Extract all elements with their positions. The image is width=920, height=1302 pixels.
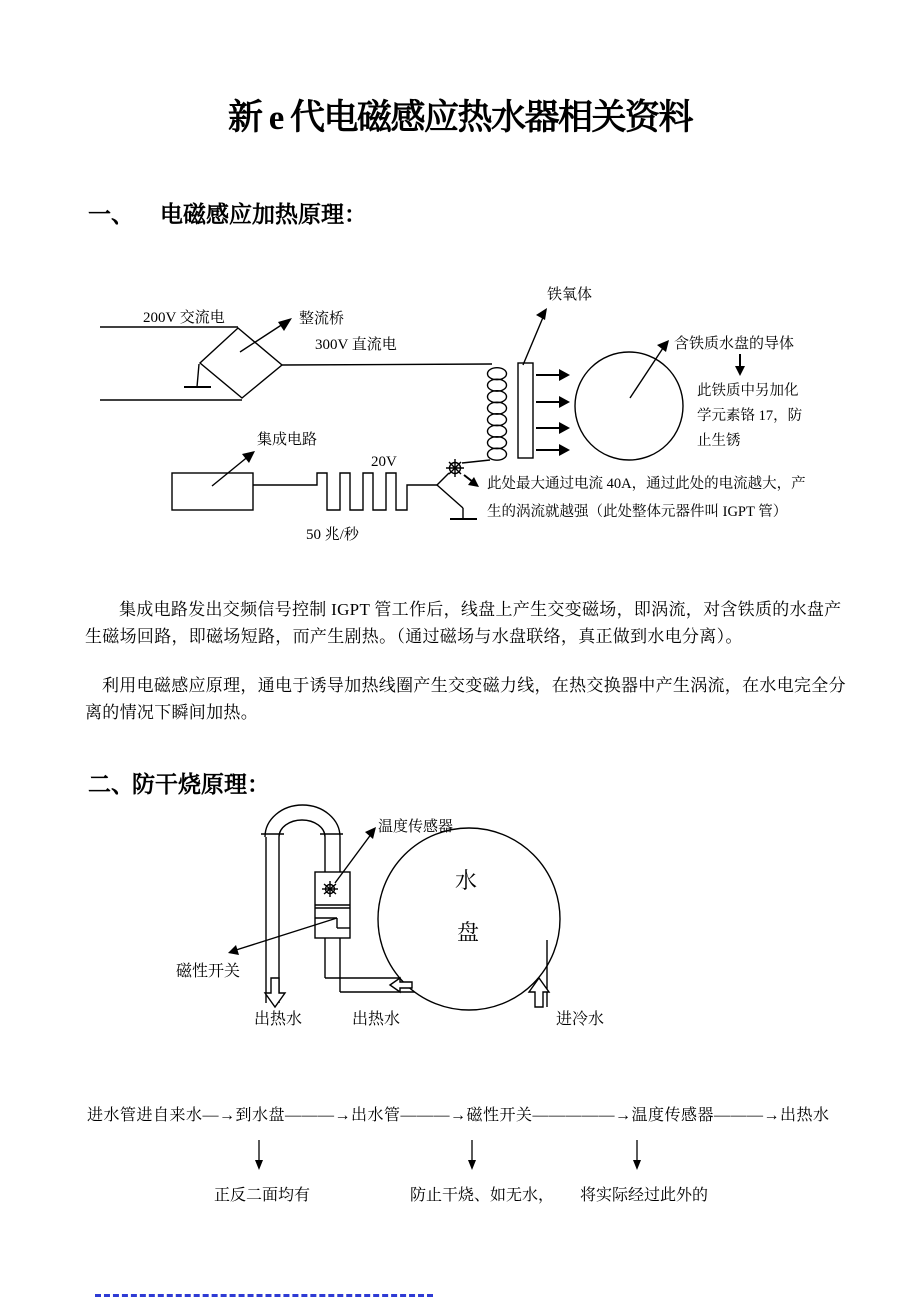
label-cold-in: 进冷水	[556, 1011, 605, 1028]
section2-heading: 防干烧原理：	[132, 772, 270, 797]
spark-icon	[446, 459, 464, 477]
right-pipe-upper	[325, 837, 340, 872]
label-hot-out-left: 出热水	[254, 1011, 303, 1028]
ferrite-arrow	[523, 308, 547, 365]
water-pan-char-2: 盘	[457, 920, 480, 945]
section1-number: 一、	[88, 202, 134, 227]
bridge-arrow	[240, 318, 292, 352]
label-20v: 20V	[371, 454, 397, 470]
label-hot-out-mid: 出热水	[352, 1011, 401, 1028]
ic-box	[172, 473, 253, 510]
flow-arrow-down	[265, 978, 285, 1007]
paragraph-1: 集成电路发出交频信号控制 IGPT 管工作后，线盘上产生交变磁场，即涡流，对含铁质的水盘产生磁场回路，即磁场短路，而产生剧热。（通过磁场与水盘联络，真正做到水电分离）。	[85, 600, 842, 646]
section1-heading: 电磁感应加热原理：	[160, 202, 367, 227]
flow-note-arrows	[0, 1138, 920, 1174]
chromium-note-line1: 此铁质中另加化	[697, 383, 799, 399]
label-frequency: 50 兆/秒	[306, 527, 359, 543]
flow-note-1: 正反二面均有	[214, 1187, 311, 1204]
igpt-note-arrow	[464, 475, 479, 487]
paragraph-2: 利用电磁感应原理，通电于诱导加热线圈产生交变磁力线，在热交换器中产生涡流，在水电完全分离的情况下瞬间加热。	[85, 676, 846, 722]
section2-number: 二、	[88, 772, 134, 797]
water-pan-char-1: 水	[455, 868, 478, 893]
square-wave	[253, 473, 437, 510]
down-arrow-1	[255, 1140, 263, 1170]
page-title: 新 e 代电磁感应热水器相关资料	[227, 98, 693, 137]
ferrite-plate	[518, 363, 533, 458]
label-conductor: 含铁质水盘的导体	[674, 336, 795, 352]
flow-note-3: 将实际经过此外的	[580, 1187, 709, 1204]
igpt-transistor	[437, 460, 490, 519]
igpt-note-line2: 生的涡流就越强（此处整体元器件叫 IGPT 管）	[487, 504, 788, 520]
chromium-note-line3: 止生锈	[697, 433, 741, 449]
down-arrow-2	[468, 1140, 476, 1170]
water-flow-sequence: 进水管进自来水—→到水盘———→出水管———→磁性开关—————→温度传感器———→出热水	[87, 1107, 830, 1124]
page-bottom-squiggle	[95, 1294, 433, 1297]
arch-pipe	[261, 805, 343, 837]
label-ac-voltage: 200V 交流电	[143, 310, 225, 326]
temp-sensor-arrow	[335, 827, 376, 883]
label-ferrite: 铁氧体	[547, 287, 593, 303]
igpt-note-line1: 此处最大通过电流 40A，通过此处的电流越大，产	[487, 476, 806, 492]
flow-note-2: 防止干烧、如无水，	[410, 1187, 555, 1204]
field-arrows	[536, 369, 570, 456]
label-temp-sensor: 温度传感器	[378, 819, 454, 835]
rectifier-bridge-shape	[200, 328, 282, 398]
label-integrated-circuit: 集成电路	[257, 432, 318, 448]
down-arrow-3	[633, 1140, 641, 1170]
dc-wire	[282, 364, 492, 365]
water-pan-circle	[575, 352, 683, 460]
chromium-note-line2: 学元素铬 17，防	[697, 408, 803, 424]
induction-coil	[488, 368, 507, 461]
label-magnetic-switch: 磁性开关	[176, 963, 241, 980]
label-dc-voltage: 300V 直流电	[315, 337, 397, 353]
label-rectifier-bridge: 整流桥	[299, 311, 345, 327]
chromium-note-arrow	[735, 354, 745, 376]
